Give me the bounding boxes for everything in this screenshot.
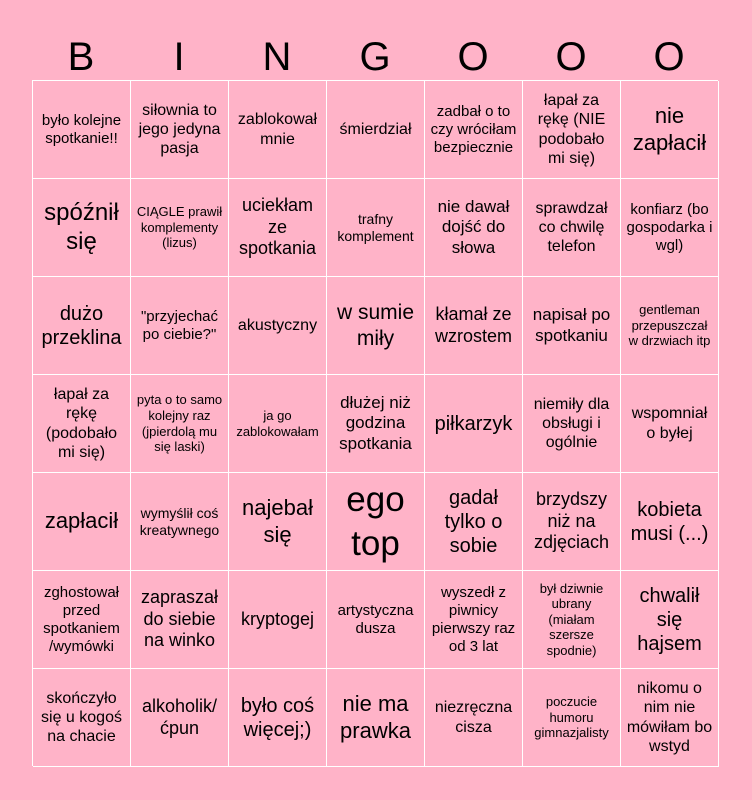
bingo-cell[interactable]: sprawdzał co chwilę telefon — [523, 179, 621, 277]
bingo-cell[interactable]: artystyczna dusza — [327, 571, 425, 669]
bingo-cell[interactable]: ego top — [327, 473, 425, 571]
bingo-cell[interactable]: dłużej niż godzina spotkania — [327, 375, 425, 473]
bingo-cell[interactable]: najebał się — [229, 473, 327, 571]
bingo-cell[interactable]: siłownia to jego jedyna pasja — [131, 81, 229, 179]
bingo-cell[interactable]: niemiły dla obsługi i ogólnie — [523, 375, 621, 473]
bingo-cell[interactable]: piłkarzyk — [425, 375, 523, 473]
bingo-cell[interactable]: nie zapłacił — [621, 81, 719, 179]
bingo-cell[interactable]: było coś więcej;) — [229, 669, 327, 767]
bingo-cell[interactable]: akustyczny — [229, 277, 327, 375]
bingo-cell[interactable]: nikomu o nim nie mówiłam bo wstyd — [621, 669, 719, 767]
header-letter: O — [653, 35, 685, 79]
bingo-cell[interactable]: był dziwnie ubrany (miałam szersze spodnie) — [523, 571, 621, 669]
bingo-cell[interactable]: alkoholik/ ćpun — [131, 669, 229, 767]
bingo-cell[interactable]: zablokował mnie — [229, 81, 327, 179]
bingo-cell[interactable]: nie dawał dojść do słowa — [425, 179, 523, 277]
bingo-cell[interactable]: napisał po spotkaniu — [523, 277, 621, 375]
bingo-header — [32, 34, 718, 80]
bingo-cell[interactable]: zghostował przed spotkaniem /wymówki — [33, 571, 131, 669]
bingo-cell[interactable]: pyta o to samo kolejny raz (jpierdolą mu się laski) — [131, 375, 229, 473]
bingo-cell[interactable]: dużo przeklina — [33, 277, 131, 375]
bingo-cell[interactable]: nie ma prawka — [327, 669, 425, 767]
bingo-cell[interactable]: niezręczna cisza — [425, 669, 523, 767]
bingo-cell[interactable]: kryptogej — [229, 571, 327, 669]
bingo-cell[interactable]: było kolejne spotkanie!! — [33, 81, 131, 179]
bingo-cell[interactable]: zapraszał do siebie na winko — [131, 571, 229, 669]
bingo-cell[interactable]: uciekłam ze spotkania — [229, 179, 327, 277]
bingo-cell[interactable]: łapał za rękę (NIE podobało mi się) — [523, 81, 621, 179]
bingo-cell[interactable]: chwalił się hajsem — [621, 571, 719, 669]
bingo-cell[interactable]: CIĄGLE prawił komplementy (lizus) — [131, 179, 229, 277]
bingo-cell[interactable]: łapał za rękę (podobało mi się) — [33, 375, 131, 473]
header-letter: N — [262, 35, 292, 79]
header-letter: O — [555, 35, 587, 79]
bingo-cell[interactable]: "przyjechać po ciebie?" — [131, 277, 229, 375]
header-letter: I — [173, 35, 185, 79]
bingo-cell[interactable]: brzydszy niż na zdjęciach — [523, 473, 621, 571]
bingo-cell[interactable]: zapłacił — [33, 473, 131, 571]
bingo-cell[interactable]: gadał tylko o sobie — [425, 473, 523, 571]
bingo-cell[interactable]: trafny komplement — [327, 179, 425, 277]
bingo-cell[interactable]: w sumie miły — [327, 277, 425, 375]
bingo-cell[interactable]: ja go zablokowałam — [229, 375, 327, 473]
bingo-cell[interactable]: wspomniał o byłej — [621, 375, 719, 473]
bingo-cell[interactable]: konfiarz (bo gospodarka i wgl) — [621, 179, 719, 277]
bingo-cell[interactable]: śmierdział — [327, 81, 425, 179]
bingo-cell[interactable]: gentleman przepuszczał w drzwiach itp — [621, 277, 719, 375]
bingo-cell[interactable]: zadbał o to czy wróciłam bezpiecznie — [425, 81, 523, 179]
bingo-cell[interactable]: poczucie humoru gimnazjalisty — [523, 669, 621, 767]
header-letter: G — [359, 35, 391, 79]
bingo-cell[interactable]: spóźnił się — [33, 179, 131, 277]
bingo-cell[interactable]: wyszedł z piwnicy pierwszy raz od 3 lat — [425, 571, 523, 669]
bingo-cell[interactable]: wymyślił coś kreatywnego — [131, 473, 229, 571]
header-letter: O — [457, 35, 489, 79]
bingo-cell[interactable]: skończyło się u kogoś na chacie — [33, 669, 131, 767]
header-letter: B — [67, 35, 95, 79]
bingo-cell[interactable]: kłamał ze wzrostem — [425, 277, 523, 375]
bingo-cell[interactable]: kobieta musi (...) — [621, 473, 719, 571]
bingo-grid — [32, 80, 718, 766]
